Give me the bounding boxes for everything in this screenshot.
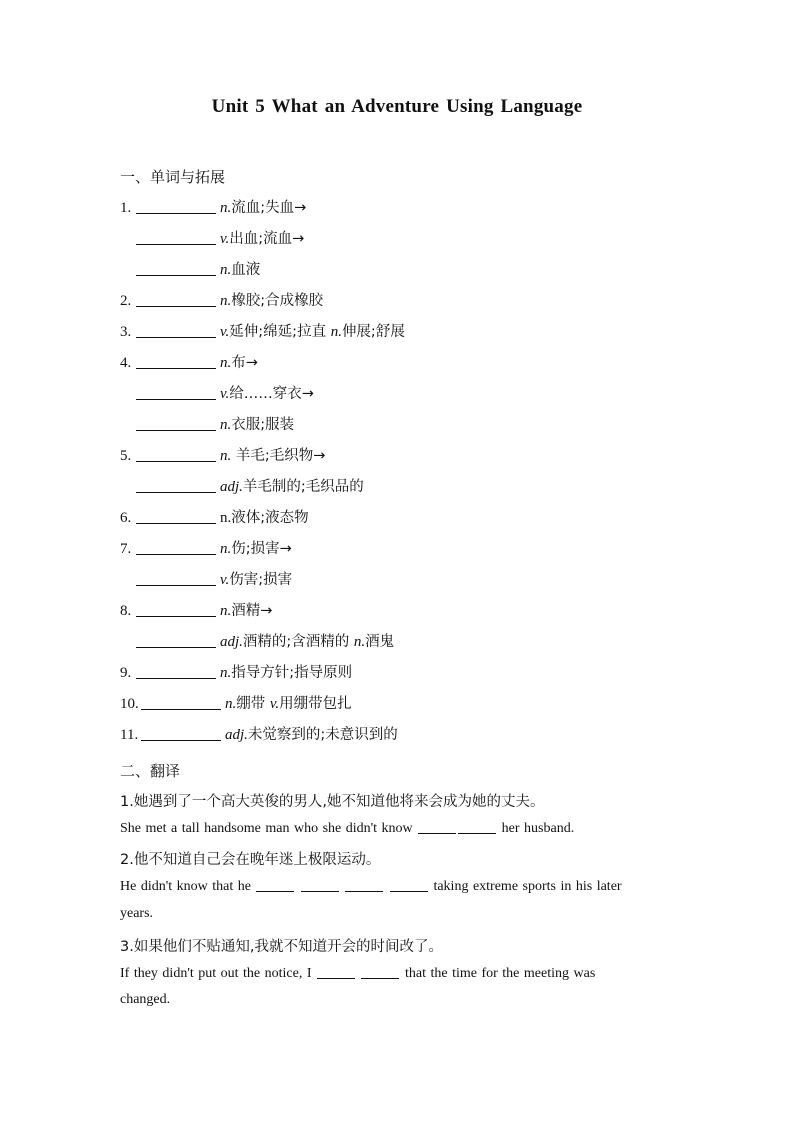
- part-of-speech: v.: [220, 324, 230, 340]
- vocab-meaning-secondary: 伸展;舒展: [341, 324, 405, 340]
- part-of-speech: n.: [220, 200, 232, 216]
- translation-answer-2: [120, 878, 654, 895]
- vocab-answer-blank[interactable]: [136, 476, 216, 493]
- vocab-row: [120, 598, 680, 629]
- vocab-number: 11.: [120, 727, 139, 743]
- translation-answer-3-cont: changed.: [120, 992, 171, 1007]
- vocab-row: [120, 381, 680, 412]
- part-of-speech: n.: [220, 665, 232, 681]
- part-of-speech: n.: [220, 603, 232, 619]
- vocab-meaning: 血液: [231, 262, 261, 278]
- vocab-row: [120, 722, 680, 753]
- vocab-answer-blank[interactable]: [136, 228, 216, 245]
- translation-question-2: 2.他不知道自己会在晚年迷上极限运动。: [120, 852, 381, 868]
- answer-1-text-b: her husband.: [501, 821, 575, 836]
- vocab-row: [120, 319, 680, 350]
- part-of-speech: n.: [220, 417, 232, 433]
- vocab-answer-blank[interactable]: [141, 724, 221, 741]
- vocab-number: 1.: [120, 200, 132, 216]
- vocab-answer-blank[interactable]: [136, 290, 216, 307]
- vocab-meaning: 出血;流血→: [229, 231, 305, 247]
- answer-blank[interactable]: [301, 878, 339, 892]
- vocab-number: 3.: [120, 324, 132, 340]
- vocab-meaning: 伤;损害→: [231, 541, 292, 557]
- vocab-number: 2.: [120, 293, 132, 309]
- vocab-answer-blank[interactable]: [136, 631, 216, 648]
- part-of-speech: adj.: [225, 727, 248, 743]
- vocab-row: [120, 257, 680, 288]
- translation-answer-3: [120, 965, 654, 982]
- answer-1-text-a: She met a tall handsome man who she didn't know: [120, 821, 413, 836]
- vocab-meaning: 伤害;损害: [229, 572, 293, 588]
- part-of-speech-secondary: n.: [353, 634, 366, 650]
- vocab-row: [120, 226, 680, 257]
- answer-2-text-b: taking extreme sports in his later: [433, 879, 622, 894]
- part-of-speech: n.: [220, 293, 232, 309]
- vocab-meaning: 羊毛制的;毛织品的: [242, 479, 364, 495]
- translation-question-3: 3.如果他们不贴通知,我就不知道开会的时间改了。: [120, 939, 443, 955]
- part-of-speech: n.: [225, 696, 237, 712]
- vocab-number: 8.: [120, 603, 132, 619]
- part-of-speech: n.: [220, 510, 232, 526]
- vocab-answer-blank[interactable]: [136, 321, 216, 338]
- vocab-meaning: 液体;液态物: [231, 510, 309, 526]
- part-of-speech: n.: [220, 541, 232, 557]
- vocab-meaning: 布→: [231, 355, 258, 371]
- vocab-row: [120, 443, 680, 474]
- answer-3-text-a: If they didn't put out the notice, I: [120, 966, 312, 981]
- part-of-speech: n.: [220, 355, 232, 371]
- answer-blank[interactable]: [390, 878, 428, 892]
- vocab-number: 4.: [120, 355, 132, 371]
- vocab-row: [120, 536, 680, 567]
- part-of-speech-secondary: n.: [330, 324, 342, 340]
- vocab-meaning: 酒精→: [231, 603, 273, 619]
- vocab-row: [120, 567, 680, 598]
- answer-blank[interactable]: [418, 820, 456, 834]
- translation-answer-1: [120, 820, 654, 837]
- vocab-answer-blank[interactable]: [136, 259, 216, 276]
- vocab-row: [120, 350, 680, 381]
- vocab-meaning: 绷带: [236, 696, 270, 712]
- vocab-meaning: 指导方针;指导原则: [231, 665, 353, 681]
- vocab-answer-blank[interactable]: [136, 662, 216, 679]
- part-of-speech: adj.: [220, 479, 243, 495]
- vocab-meaning: 未觉察到的;未意识到的: [247, 727, 398, 743]
- part-of-speech-secondary: v.: [269, 696, 280, 712]
- vocab-number: 5.: [120, 448, 132, 464]
- vocab-number: 6.: [120, 510, 132, 526]
- vocab-row: [120, 288, 680, 319]
- vocab-meaning: 羊毛;毛织物→: [231, 448, 326, 464]
- part-of-speech: v.: [220, 386, 230, 402]
- part-of-speech: adj.: [220, 634, 243, 650]
- vocab-row: [120, 660, 680, 691]
- vocab-row: [120, 629, 680, 660]
- answer-blank[interactable]: [361, 965, 399, 979]
- vocab-meaning: 流血;失血→: [231, 200, 307, 216]
- answer-blank[interactable]: [317, 965, 355, 979]
- vocab-answer-blank[interactable]: [141, 693, 221, 710]
- vocab-answer-blank[interactable]: [136, 445, 216, 462]
- vocab-row: [120, 195, 680, 226]
- vocab-answer-blank[interactable]: [136, 600, 216, 617]
- vocab-row: [120, 505, 680, 536]
- vocab-number: 7.: [120, 541, 132, 557]
- vocab-answer-blank[interactable]: [136, 538, 216, 555]
- vocab-row: [120, 412, 680, 443]
- translation-question-1: 1.她遇到了一个高大英俊的男人,她不知道他将来会成为她的丈夫。: [120, 794, 545, 810]
- vocab-answer-blank[interactable]: [136, 569, 216, 586]
- section-translation-heading: 二、翻译: [120, 762, 181, 780]
- part-of-speech: v.: [220, 572, 230, 588]
- vocab-answer-blank[interactable]: [136, 352, 216, 369]
- vocab-answer-blank[interactable]: [136, 197, 216, 214]
- vocab-number: 9.: [120, 665, 132, 681]
- vocab-meaning: 酒精的;含酒精的: [242, 634, 354, 650]
- vocab-answer-blank[interactable]: [136, 507, 216, 524]
- answer-blank[interactable]: [256, 878, 294, 892]
- part-of-speech: v.: [220, 231, 230, 247]
- vocab-row: [120, 691, 680, 722]
- vocab-meaning: 衣服;服装: [231, 417, 295, 433]
- part-of-speech: n.: [220, 448, 232, 464]
- answer-blank[interactable]: [345, 878, 383, 892]
- answer-2-text-a: He didn't know that he: [120, 879, 251, 894]
- vocab-meaning: 给……穿衣→: [229, 386, 314, 402]
- section-vocabulary-heading: 一、单词与拓展: [120, 168, 226, 186]
- vocab-meaning: 橡胶;合成橡胶: [231, 293, 324, 309]
- vocab-row: [120, 474, 680, 505]
- vocab-answer-blank[interactable]: [136, 414, 216, 431]
- answer-blank[interactable]: [458, 820, 496, 834]
- page-title: Unit 5 What an Adventure Using Language: [211, 96, 583, 117]
- answer-3-text-b: that the time for the meeting was: [404, 966, 596, 981]
- vocab-number: 10.: [120, 696, 139, 712]
- translation-answer-2-cont: years.: [120, 906, 154, 921]
- vocab-meaning: 延伸;绵延;拉直: [229, 324, 331, 340]
- part-of-speech: n.: [220, 262, 232, 278]
- vocab-meaning-secondary: 用绷带包扎: [279, 696, 352, 712]
- vocab-meaning-secondary: 酒鬼: [365, 634, 395, 650]
- vocab-answer-blank[interactable]: [136, 383, 216, 400]
- vocabulary-list: [120, 195, 680, 753]
